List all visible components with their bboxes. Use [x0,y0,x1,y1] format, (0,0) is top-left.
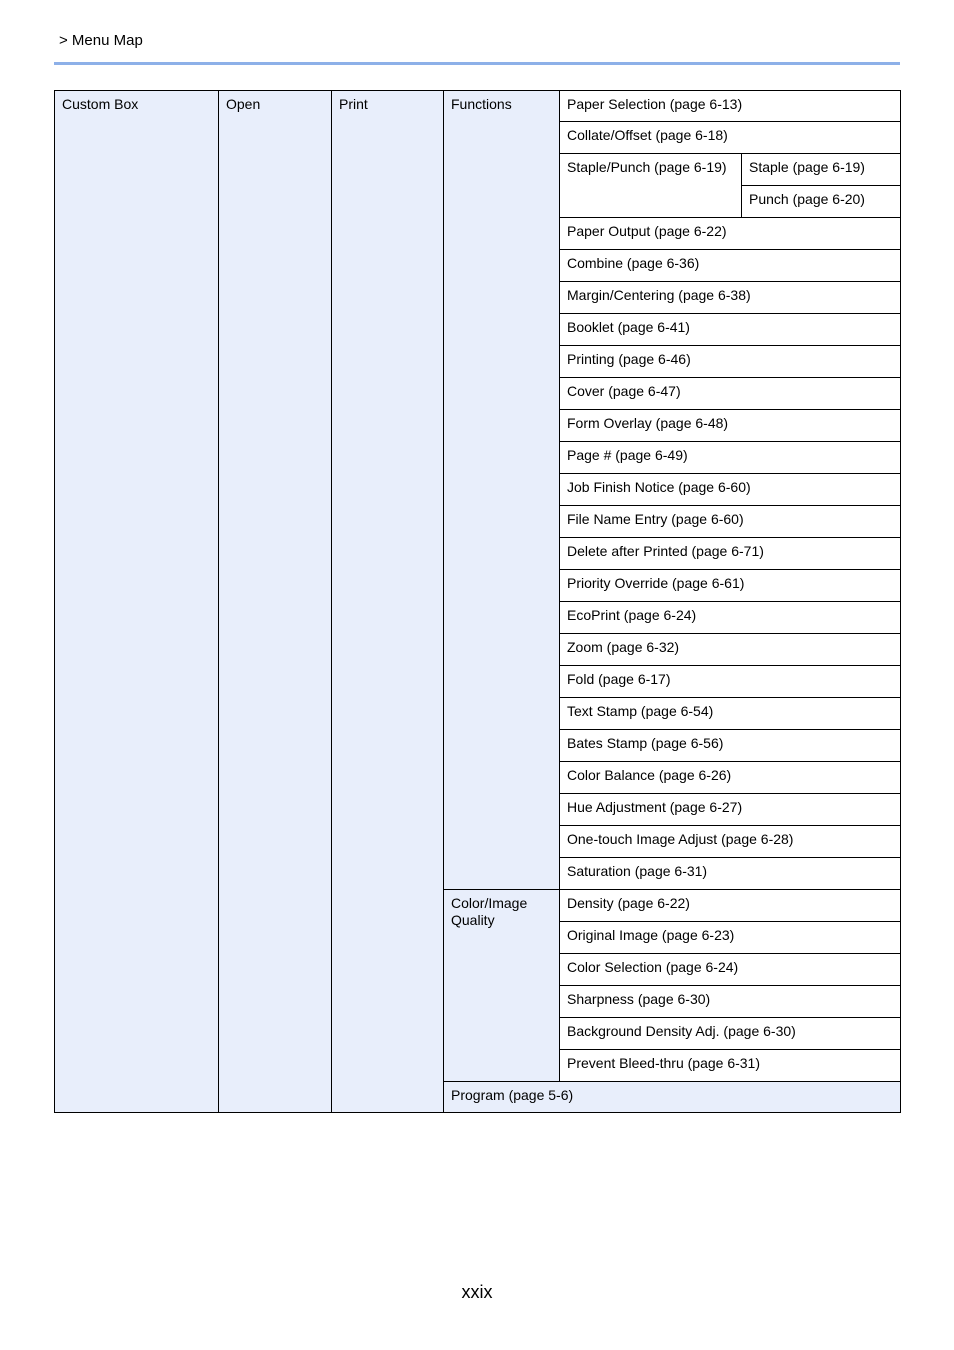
menu-item: Cover (page 6-47) [560,378,901,410]
menu-item: Hue Adjustment (page 6-27) [560,794,901,826]
menu-item: Delete after Printed (page 6-71) [560,538,901,570]
menu-item: EcoPrint (page 6-24) [560,602,901,634]
table-row [55,91,901,122]
menu-item: Collate/Offset (page 6-18) [560,122,901,154]
menu-subitem-punch: Punch (page 6-20) [742,186,901,218]
menu-item: Form Overlay (page 6-48) [560,410,901,442]
menu-item: One-touch Image Adjust (page 6-28) [560,826,901,858]
menu-group-color-image-quality: Color/Image Quality [444,890,560,1082]
menu-item: Original Image (page 6-23) [560,922,901,954]
menu-level-custom-box: Custom Box [55,91,219,1113]
menu-item: Zoom (page 6-32) [560,634,901,666]
menu-item: Fold (page 6-17) [560,666,901,698]
menu-item: Combine (page 6-36) [560,250,901,282]
menu-item: Page # (page 6-49) [560,442,901,474]
menu-item: Saturation (page 6-31) [560,858,901,890]
header-divider [54,62,900,65]
menu-level-print: Print [332,91,444,1113]
menu-item: Background Density Adj. (page 6-30) [560,1018,901,1050]
menu-item: Color Selection (page 6-24) [560,954,901,986]
menu-item: Margin/Centering (page 6-38) [560,282,901,314]
menu-item: Printing (page 6-46) [560,346,901,378]
menu-item: Job Finish Notice (page 6-60) [560,474,901,506]
menu-item: Paper Selection (page 6-13) [560,91,901,122]
menu-item-program: Program (page 5-6) [444,1082,901,1113]
breadcrumb: > Menu Map [59,32,143,49]
menu-map-table [54,90,901,1113]
menu-item: Text Stamp (page 6-54) [560,698,901,730]
menu-item: Priority Override (page 6-61) [560,570,901,602]
page-number: xxix [461,1282,493,1302]
menu-level-open: Open [219,91,332,1113]
menu-group-functions: Functions [444,91,560,890]
menu-item-staple-punch: Staple/Punch (page 6-19) [560,154,742,218]
menu-item: Paper Output (page 6-22) [560,218,901,250]
menu-item: Sharpness (page 6-30) [560,986,901,1018]
menu-item: Bates Stamp (page 6-56) [560,730,901,762]
menu-item: Density (page 6-22) [560,890,901,922]
menu-item: Color Balance (page 6-26) [560,762,901,794]
menu-item: File Name Entry (page 6-60) [560,506,901,538]
menu-item: Prevent Bleed-thru (page 6-31) [560,1050,901,1082]
menu-item: Booklet (page 6-41) [560,314,901,346]
menu-subitem-staple: Staple (page 6-19) [742,154,901,186]
